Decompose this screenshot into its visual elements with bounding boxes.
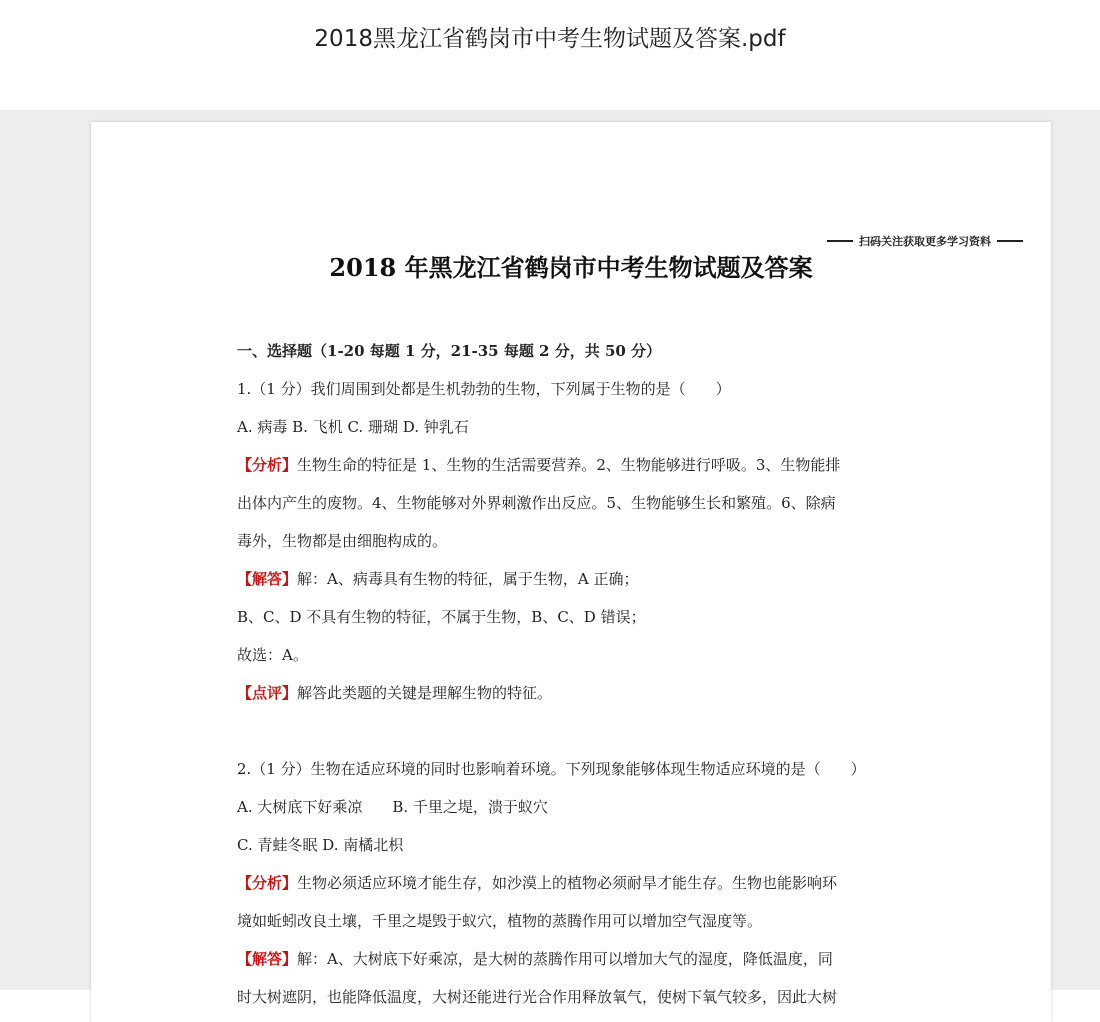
promo-text: 扫码关注获取更多学习资料 [859,235,991,248]
section-heading: 一、选择题（1-20 每题 1 分，21-35 每题 2 分，共 50 分） [237,342,662,360]
pdf-viewer-area[interactable] [0,110,1100,1006]
q2-answer-line-2: 时大树遮阴，也能降低温度，大树还能进行光合作用释放氧气，使树下氧气较多，因此大树 [237,988,838,1006]
q1-analysis-line-3: 毒外，生物都是由细胞构成的。 [237,532,448,550]
q1-comment-line [237,674,937,712]
q2-options-1: A. 大树底下好乘凉 B. 千里之堤，溃于蚁穴 [237,798,548,816]
q1-analysis-text-1: 生物生命的特征是 1、生物的生活需要营养。2、生物能够进行呼吸。3、生物能排 [297,456,841,474]
q1-analysis-line-1 [237,446,937,484]
q1-answer-text-1: 解：A、病毒具有生物的特征，属于生物，A 正确； [297,570,639,588]
viewer-header [0,0,1100,110]
q1-answer-line-2: B、C、D 不具有生物的特征，不属于生物，B、C、D 错误； [237,608,646,626]
document-title: 2018黑龙江省鹤岗市中考生物试题及答案.pdf [314,26,786,52]
q2-analysis-line-1 [237,864,937,902]
q2-answer-text-1: 解：A、大树底下好乘凉，是大树的蒸腾作用可以增加大气的湿度，降低温度，同 [297,950,833,968]
answer-tag: 【解答】 [237,950,298,968]
comment-tag: 【点评】 [237,684,298,702]
q1-answer-line-3: 故选：A。 [237,646,308,664]
promo-banner [827,233,1023,249]
page-heading: 2018 年黑龙江省鹤岗市中考生物试题及答案 [329,253,813,282]
q1-options: A. 病毒 B. 飞机 C. 珊瑚 D. 钟乳石 [237,418,469,436]
question-spacer [237,712,937,750]
q2-options-2: C. 青蛙冬眠 D. 南橘北枳 [237,836,404,854]
q1-comment-text: 解答此类题的关键是理解生物的特征。 [297,684,553,702]
q2-stem: 2.（1 分）生物在适应环境的同时也影响着环境。下列现象能够体现生物适应环境的是（ ） [237,760,866,778]
q1-answer-line-1 [237,560,937,598]
q1-stem: 1.（1 分）我们周围到处都是生机勃勃的生物，下列属于生物的是（ ） [237,380,731,398]
pdf-page [91,122,1051,1022]
promo-dash-right [997,240,1023,242]
q2-answer-line-1 [237,940,937,978]
q1-analysis-line-2: 出体内产生的废物。4、生物能够对外界刺激作出反应。5、生物能够生长和繁殖。6、除病 [237,494,836,512]
q2-analysis-line-2: 境如蚯蚓改良土壤，千里之堤毁于蚁穴，植物的蒸腾作用可以增加空气湿度等。 [237,912,763,930]
analysis-tag: 【分析】 [237,456,298,474]
promo-dash-left [827,240,853,242]
q2-analysis-text-1: 生物必须适应环境才能生存，如沙漠上的植物必须耐旱才能生存。生物也能影响环 [297,874,838,892]
analysis-tag: 【分析】 [237,874,298,892]
page-body [237,332,937,1016]
answer-tag: 【解答】 [237,570,298,588]
